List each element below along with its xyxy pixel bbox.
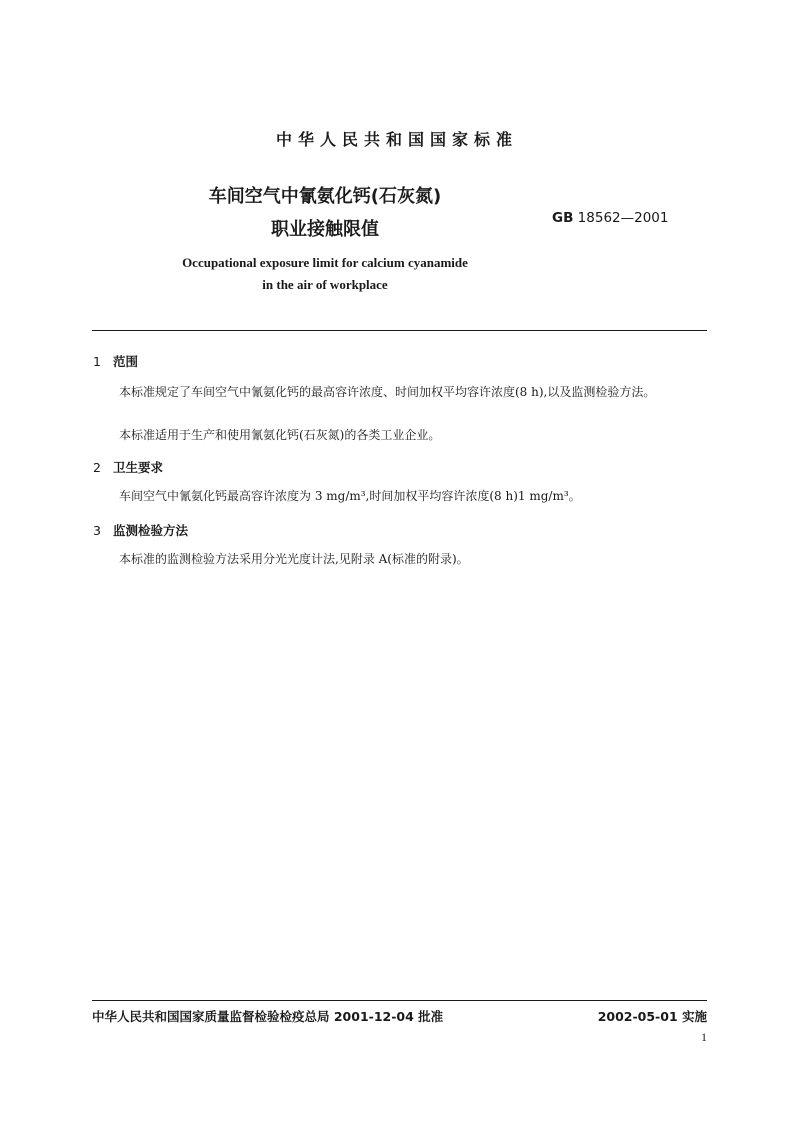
section-number: 3 [93, 523, 101, 538]
section-number: 2 [93, 460, 101, 475]
paragraph-hygiene-1: 车间空气中氰氨化钙最高容许浓度为 3 mg/m³,时间加权平均容许浓度(8 h)1 mg/m³。 [119, 489, 581, 503]
approval-statement: 中华人民共和国国家质量监督检验检疫总局 2001-12-04 批准 [92, 1009, 444, 1024]
section-number: 1 [93, 354, 101, 369]
standard-number [552, 210, 668, 226]
section-title: 卫生要求 [113, 460, 164, 475]
english-title-line1: Occupational exposure limit for calcium cyanamide [182, 255, 468, 270]
section-heading-scope [93, 352, 138, 370]
section-heading-method [93, 521, 188, 539]
document-title-line1: 车间空气中氰氨化钙(石灰氮) [208, 186, 442, 207]
paragraph-scope-2: 本标准适用于生产和使用氰氨化钙(石灰氮)的各类工业企业。 [119, 428, 441, 442]
document-title-line2: 职业接触限值 [271, 219, 379, 240]
standard-prefix: GB [552, 210, 574, 226]
section-heading-hygiene [93, 458, 163, 476]
english-title-line2: in the air of workplace [262, 277, 388, 292]
national-standard-heading: 中华人民共和国国家标准 [275, 130, 518, 149]
implementation-date: 2002-05-01 实施 [597, 1009, 707, 1024]
paragraph-method-1: 本标准的监测检验方法采用分光光度计法,见附录 A(标准的附录)。 [119, 552, 469, 566]
page-number: 1 [701, 1030, 707, 1044]
standard-code: 18562—2001 [577, 210, 669, 226]
footer-divider [92, 1000, 707, 1001]
header-divider [92, 330, 707, 331]
paragraph-scope-1: 本标准规定了车间空气中氰氨化钙的最高容许浓度、时间加权平均容许浓度(8 h),以及监测检验方法。 [119, 385, 656, 399]
section-title: 监测检验方法 [113, 523, 189, 538]
section-title: 范围 [113, 354, 139, 369]
